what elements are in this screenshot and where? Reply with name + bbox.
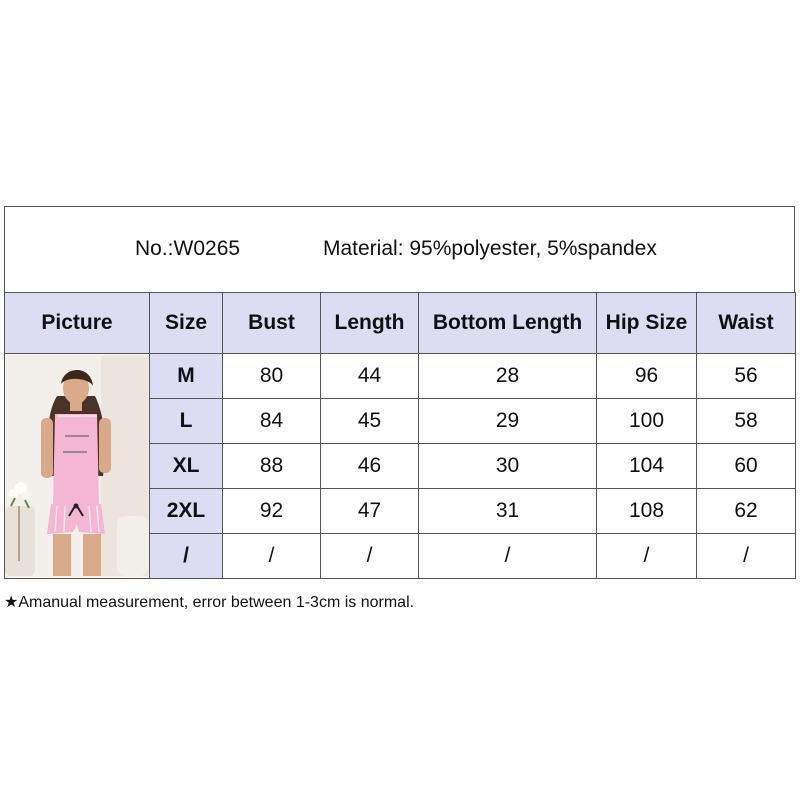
waist-value: 60: [697, 444, 796, 489]
waist-value: 56: [697, 354, 796, 399]
waist-value: 58: [697, 399, 796, 444]
bottom-length-value: 28: [419, 354, 597, 399]
hip-size-value: 108: [597, 489, 697, 534]
col-header-hip-size: Hip Size: [597, 293, 697, 354]
size-table: [4, 292, 796, 579]
title-row: [4, 206, 795, 292]
size-label: /: [150, 534, 223, 579]
col-header-bottom-length: Bottom Length: [419, 293, 597, 354]
col-header-bust: Bust: [223, 293, 321, 354]
col-header-size: Size: [150, 293, 223, 354]
waist-value: 62: [697, 489, 796, 534]
bottom-length-value: /: [419, 534, 597, 579]
bottom-length-value: 29: [419, 399, 597, 444]
bust-value: 92: [223, 489, 321, 534]
length-value: 45: [321, 399, 419, 444]
col-header-length: Length: [321, 293, 419, 354]
model-photo: [5, 356, 148, 576]
bust-value: /: [223, 534, 321, 579]
length-value: 47: [321, 489, 419, 534]
bottom-length-value: 30: [419, 444, 597, 489]
col-header-picture: Picture: [5, 293, 150, 354]
table-row: [5, 354, 796, 399]
bust-value: 88: [223, 444, 321, 489]
product-number: No.:W0265: [135, 237, 241, 260]
hip-size-value: 100: [597, 399, 697, 444]
size-label: XL: [150, 444, 223, 489]
length-value: 44: [321, 354, 419, 399]
size-chart: [4, 206, 795, 579]
hip-size-value: 96: [597, 354, 697, 399]
material-info: Material: 95%polyester, 5%spandex: [323, 237, 657, 260]
waist-value: /: [697, 534, 796, 579]
size-label: M: [150, 354, 223, 399]
bust-value: 80: [223, 354, 321, 399]
size-label: L: [150, 399, 223, 444]
size-label: 2XL: [150, 489, 223, 534]
bottom-length-value: 31: [419, 489, 597, 534]
hip-size-value: /: [597, 534, 697, 579]
length-value: /: [321, 534, 419, 579]
measurement-footnote: ★Amanual measurement, error between 1-3cm is normal.: [4, 594, 415, 611]
product-photo-cell: [5, 354, 150, 579]
bust-value: 84: [223, 399, 321, 444]
col-header-waist: Waist: [697, 293, 796, 354]
hip-size-value: 104: [597, 444, 697, 489]
length-value: 46: [321, 444, 419, 489]
header-row: [5, 293, 796, 354]
